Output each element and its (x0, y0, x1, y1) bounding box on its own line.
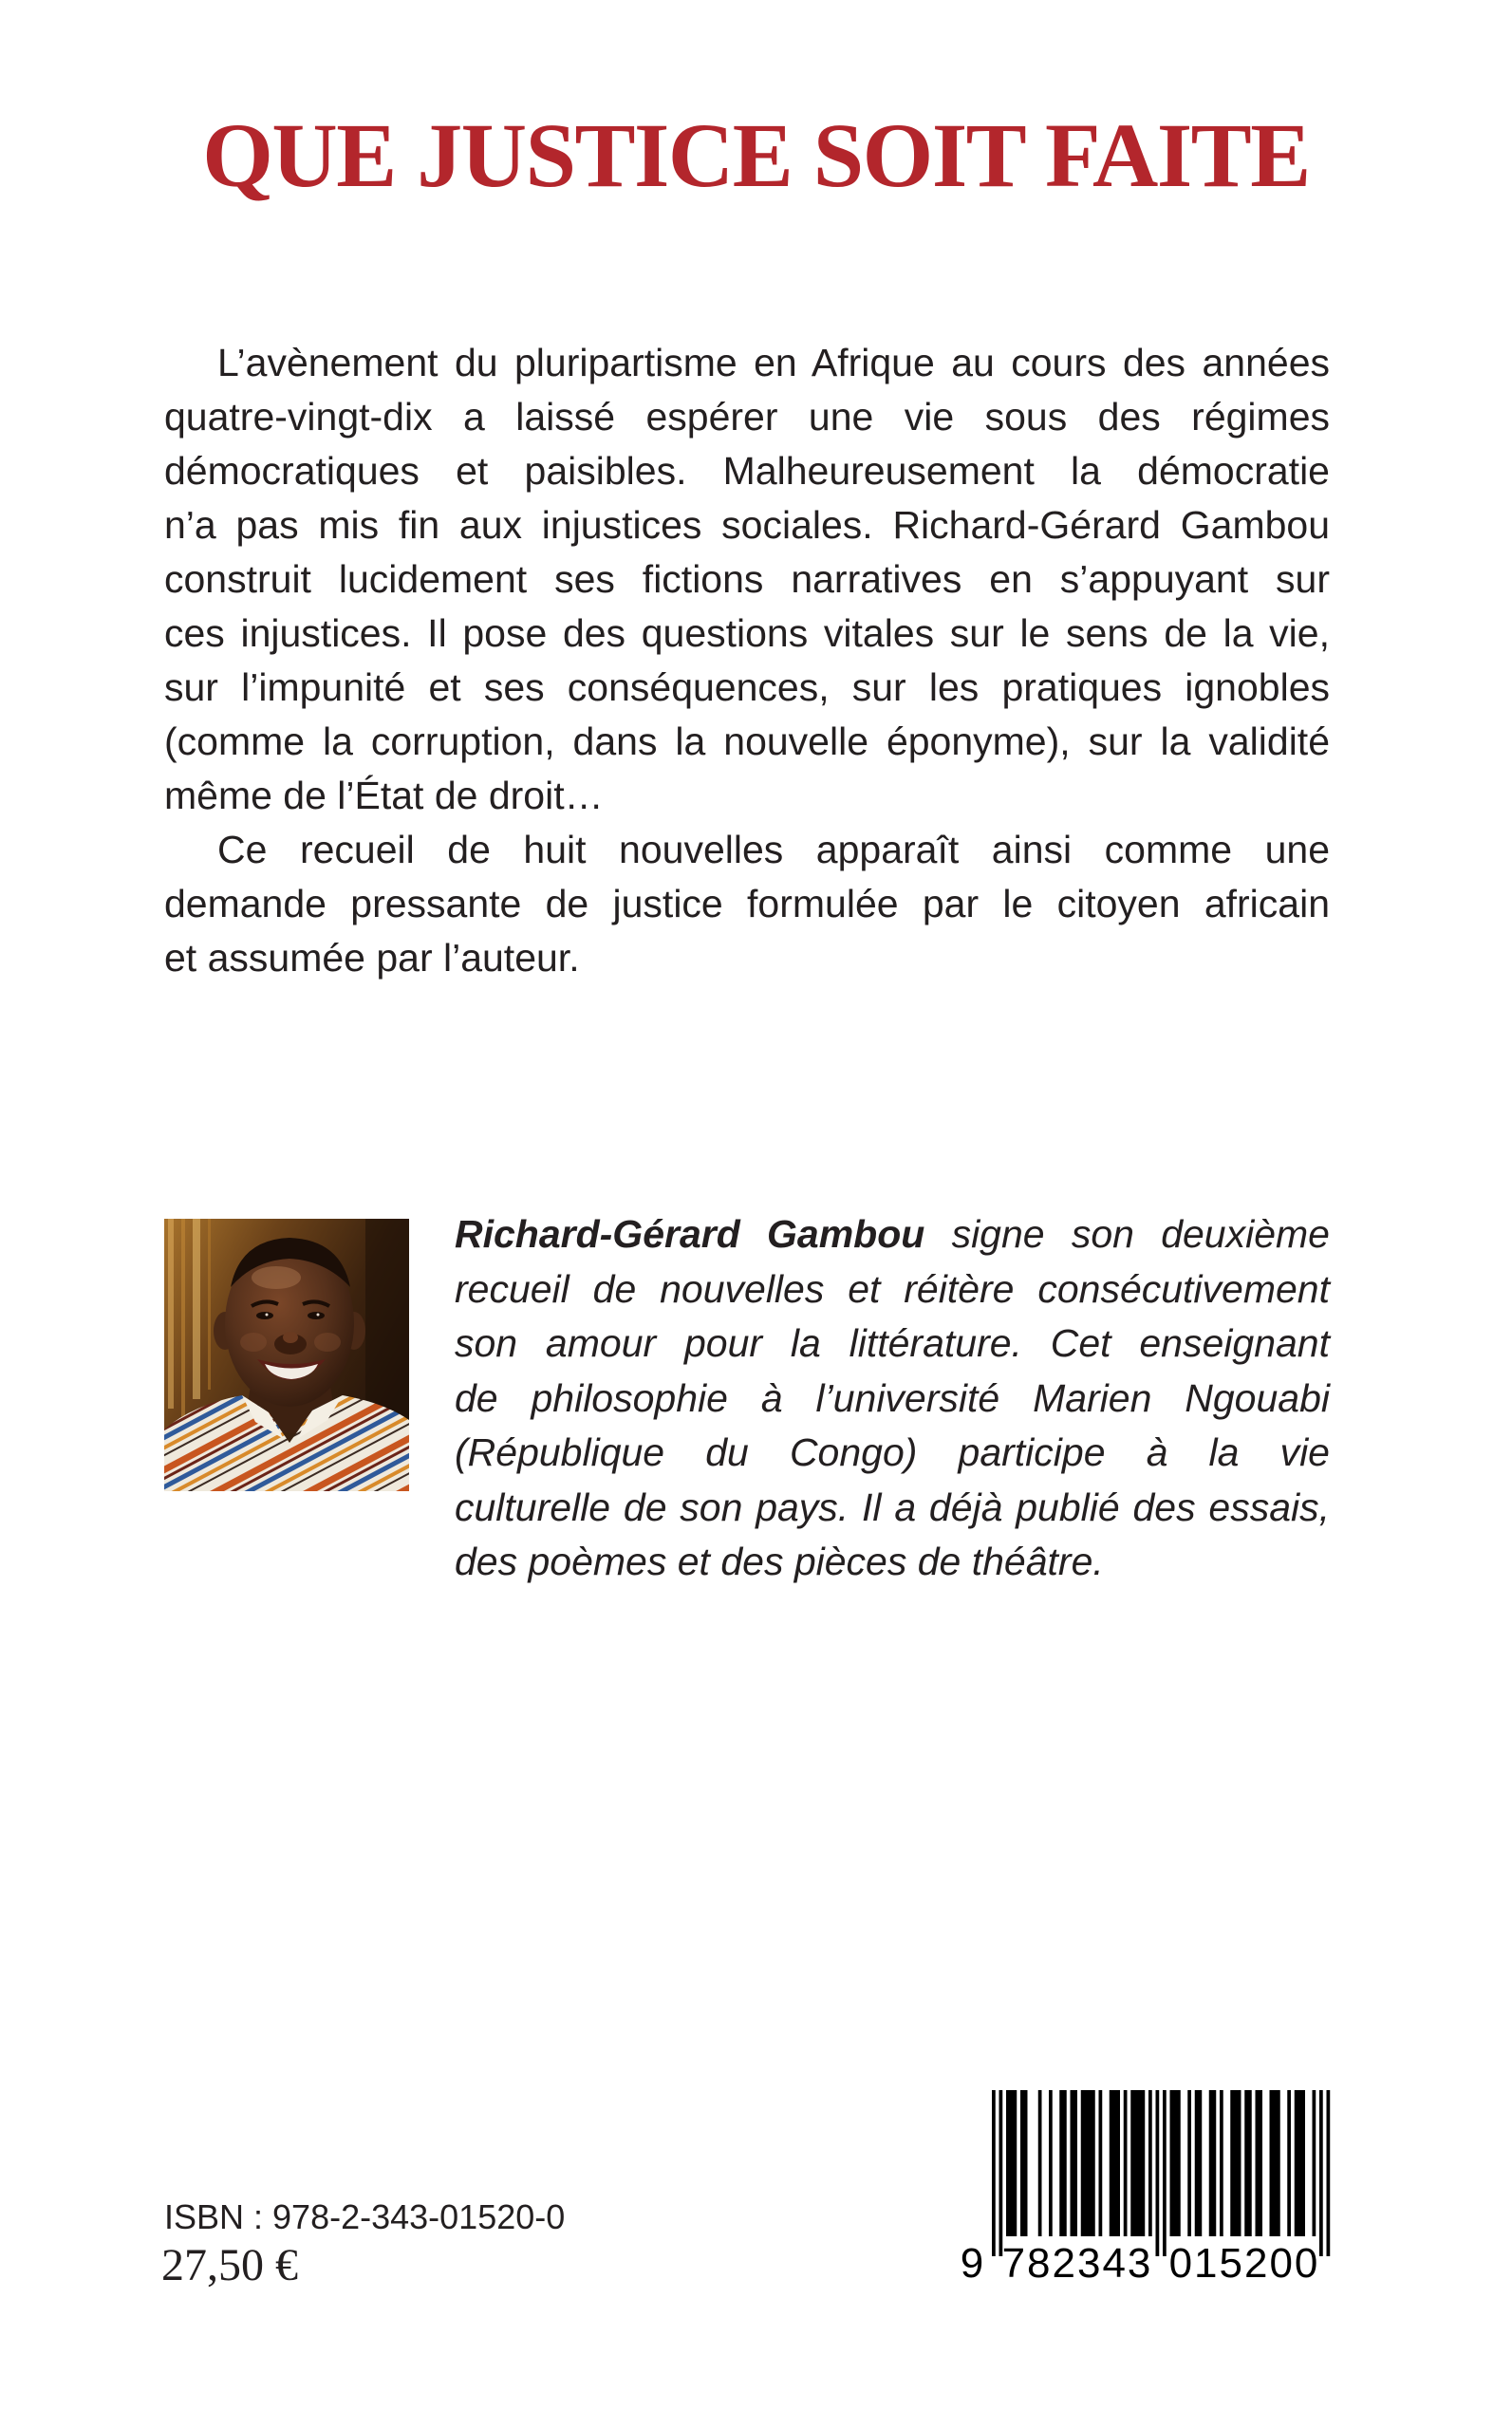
barcode-right-digits: 015200 (1168, 2240, 1320, 2287)
isbn: ISBN : 978-2-343-01520-0 (164, 2197, 566, 2236)
barcode-bar (1020, 2090, 1028, 2236)
bio-line: son amour pour la littérature. Cet enseignant (455, 1321, 1330, 1365)
barcode-bar (1071, 2090, 1078, 2236)
summary-line: Ce recueil de huit nouvelles apparaît ainsi comme une (217, 828, 1330, 871)
barcode-bar (1220, 2090, 1223, 2236)
bio-line (455, 1207, 1330, 1262)
barcode-bar (1006, 2090, 1017, 2236)
barcode-bar (1049, 2090, 1053, 2236)
barcode-guard-bar (992, 2090, 996, 2256)
cheek-highlight-right (314, 1333, 341, 1352)
barcode-bar (1270, 2090, 1280, 2236)
summary-line: ces injustices. Il pose des questions vitales sur le sens de la vie, (164, 611, 1330, 655)
summary-line: (comme la corruption, dans la nouvelle éponyme), sur la validité (164, 719, 1330, 763)
summary (164, 336, 1330, 985)
barcode-bar (1130, 2090, 1145, 2236)
barcode-bar (1230, 2090, 1241, 2236)
bio-line: (République du Congo) participe à la vie (455, 1430, 1330, 1474)
barcode-bar (1170, 2090, 1181, 2236)
summary-line: sur l’impunité et ses conséquences, sur les pratiques ignobles (164, 665, 1330, 709)
author-photo (164, 1219, 409, 1491)
forehead-shine (252, 1266, 301, 1289)
barcode-guard-bar (1327, 2090, 1331, 2256)
barcode-guard-bar (1319, 2090, 1323, 2256)
eye-left (256, 1312, 273, 1319)
barcode-guard-bar (999, 2090, 1003, 2256)
price: 27,50 € (161, 2240, 298, 2290)
barcode-bar (1295, 2090, 1305, 2236)
eye-glint-right (317, 1314, 320, 1317)
bio-line: recueil de nouvelles et réitère consécutivement (455, 1266, 1330, 1311)
barcode-guard-bar (1156, 2090, 1160, 2256)
barcode-bar (1124, 2090, 1128, 2236)
author-bio (455, 1207, 1330, 1590)
book-title: QUE JUSTICE SOIT FAITE (202, 104, 1310, 206)
barcode-bar (1187, 2090, 1191, 2236)
summary-line: quatre-vingt-dix a laissé espérer une vie sous des régimes (164, 395, 1330, 439)
eye-right (308, 1312, 325, 1319)
barcode-bar (1209, 2090, 1217, 2236)
eye-glint-left (266, 1314, 269, 1317)
barcode (954, 2083, 1334, 2288)
author-name: Richard-Gérard Gambou (455, 1212, 925, 1256)
barcode-bar (1038, 2090, 1042, 2236)
barcode-bar (1313, 2090, 1316, 2236)
summary-line: construit lucidement ses fictions narratives en s’appuyant sur (164, 557, 1330, 601)
barcode-bar (1110, 2090, 1120, 2236)
barcode-bar (1148, 2090, 1152, 2236)
barcode-bar (1099, 2090, 1103, 2236)
barcode-bar (1195, 2090, 1203, 2236)
barcode-first-digit: 9 (960, 2240, 986, 2287)
barcode-bar (1244, 2090, 1252, 2236)
barcode-guard-bar (1163, 2090, 1167, 2256)
barcode-bar (1287, 2090, 1291, 2236)
nose-highlight (283, 1332, 298, 1343)
summary-line: n’a pas mis fin aux injustices sociales. Richard-Gérard Gambou (164, 503, 1330, 547)
bio-line: de philosophie à l’université Marien Ngouabi (455, 1375, 1330, 1420)
summary-line: même de l’État de droit… (164, 774, 604, 817)
bio-line: culturelle de son pays. Il a déjà publié des essais, (455, 1485, 1330, 1529)
barcode-bar (1081, 2090, 1095, 2236)
barcode-left-digits: 782343 (1001, 2240, 1153, 2287)
summary-line: L’avènement du pluripartisme en Afrique au cours des années (217, 341, 1330, 384)
summary-line: demande pressante de justice formulée par le citoyen africain (164, 882, 1330, 925)
bio-line: des poèmes et des pièces de théâtre. (455, 1540, 1104, 1583)
cheek-highlight-left (240, 1333, 267, 1352)
summary-line: et assumée par l’auteur. (164, 936, 580, 980)
barcode-bar (1059, 2090, 1067, 2236)
bio-text: signe son deuxième (951, 1212, 1330, 1256)
summary-line: démocratiques et paisibles. Malheureusement la démocratie (164, 449, 1330, 493)
barcode-bar (1256, 2090, 1263, 2236)
